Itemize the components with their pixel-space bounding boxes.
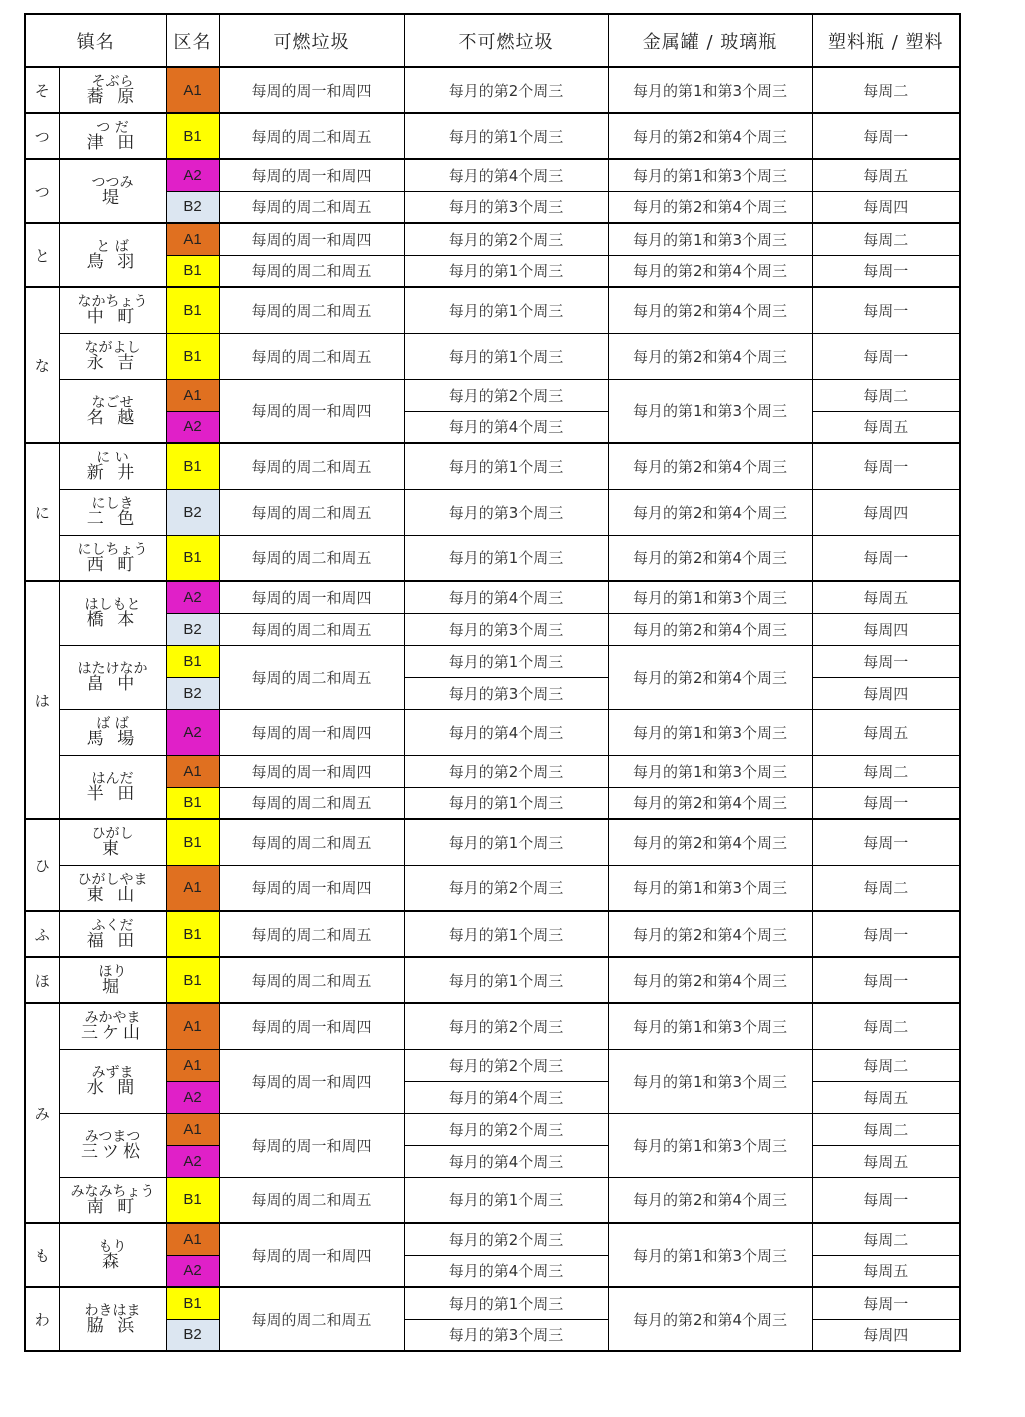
nonburnable-schedule: 每月的第1个周三 — [404, 333, 608, 379]
table-row — [25, 613, 960, 645]
plastic-schedule: 每周一 — [812, 1177, 960, 1223]
table-row — [25, 1223, 960, 1255]
town-name-cell — [59, 1113, 166, 1177]
town-name-cell — [59, 535, 166, 581]
plastic-schedule: 每周二 — [812, 379, 960, 411]
town-name-cell — [59, 755, 166, 819]
table-row — [25, 255, 960, 287]
area-badge: B1 — [166, 443, 219, 489]
town-name-cell — [59, 379, 166, 443]
nonburnable-schedule: 每月的第2个周三 — [404, 1003, 608, 1049]
burnable-schedule: 每周的周二和周五 — [219, 333, 404, 379]
header-area: 区名 — [166, 14, 219, 67]
town-kanji: 東 — [102, 839, 123, 860]
area-badge: A2 — [166, 411, 219, 443]
town-reading: はたけなか — [77, 661, 148, 677]
table-row — [25, 1003, 960, 1049]
cans-bottles-schedule: 每月的第2和第4个周三 — [608, 1287, 812, 1351]
table-row — [25, 1287, 960, 1319]
plastic-schedule: 每周五 — [812, 1145, 960, 1177]
cans-bottles-schedule: 每月的第1和第3个周三 — [608, 1223, 812, 1287]
town-reading: ふくだ — [91, 918, 134, 934]
town-name-cell — [59, 443, 166, 489]
plastic-schedule: 每周一 — [812, 113, 960, 159]
nonburnable-schedule: 每月的第4个周三 — [404, 709, 608, 755]
cans-bottles-schedule: 每月的第1和第3个周三 — [608, 67, 812, 113]
cans-bottles-schedule: 每月的第2和第4个周三 — [608, 113, 812, 159]
table-row — [25, 489, 960, 535]
town-reading: にしちょう — [77, 541, 148, 558]
cans-bottles-schedule: 每月的第1和第3个周三 — [608, 379, 812, 443]
area-badge: B1 — [166, 1177, 219, 1223]
nonburnable-schedule: 每月的第1个周三 — [404, 287, 608, 333]
burnable-schedule: 每周的周一和周四 — [219, 755, 404, 787]
town-kanji: 堀 — [102, 977, 123, 997]
burnable-schedule: 每周的周二和周五 — [219, 787, 404, 819]
area-badge: A1 — [166, 1223, 219, 1255]
burnable-schedule: 每周的周二和周五 — [219, 819, 404, 865]
area-badge: A2 — [166, 159, 219, 191]
plastic-schedule: 每周五 — [812, 581, 960, 613]
plastic-schedule: 每周一 — [812, 333, 960, 379]
table-row — [25, 1145, 960, 1177]
table-row — [25, 581, 960, 613]
burnable-schedule: 每周的周二和周五 — [219, 443, 404, 489]
area-badge: B1 — [166, 787, 219, 819]
nonburnable-schedule: 每月的第1个周三 — [404, 957, 608, 1003]
town-name-cell — [59, 1287, 166, 1351]
cans-bottles-schedule: 每月的第1和第3个周三 — [608, 1003, 812, 1049]
kana-index-cell: な — [25, 287, 59, 443]
header-nonburnable: 不可燃垃圾 — [404, 14, 608, 67]
kana-index-cell: わ — [25, 1287, 59, 1351]
table-row — [25, 411, 960, 443]
town-reading: みずま — [91, 1065, 134, 1081]
area-badge: A1 — [166, 865, 219, 911]
nonburnable-schedule: 每月的第2个周三 — [404, 1223, 608, 1255]
cans-bottles-schedule: 每月的第2和第4个周三 — [608, 535, 812, 581]
nonburnable-schedule: 每月的第4个周三 — [404, 1145, 608, 1177]
plastic-schedule: 每周五 — [812, 709, 960, 755]
cans-bottles-schedule: 每月的第2和第4个周三 — [608, 191, 812, 223]
nonburnable-schedule: 每月的第3个周三 — [404, 613, 608, 645]
nonburnable-schedule: 每月的第3个周三 — [404, 191, 608, 223]
cans-bottles-schedule: 每月的第2和第4个周三 — [608, 645, 812, 709]
header-plastic: 塑料瓶 / 塑料 — [812, 14, 960, 67]
burnable-schedule: 每周的周二和周五 — [219, 113, 404, 159]
town-kanji: 水 間 — [86, 1078, 139, 1098]
kana-index-cell: つ — [25, 113, 59, 159]
table-row — [25, 1113, 960, 1145]
burnable-schedule: 每周的周二和周五 — [219, 535, 404, 581]
plastic-schedule: 每周四 — [812, 677, 960, 709]
plastic-schedule: 每周二 — [812, 755, 960, 787]
town-kanji: 西 町 — [86, 554, 139, 575]
cans-bottles-schedule: 每月的第2和第4个周三 — [608, 1177, 812, 1223]
town-kanji: 三ケ山 — [81, 1023, 144, 1044]
area-badge: B2 — [166, 489, 219, 535]
nonburnable-schedule: 每月的第2个周三 — [404, 67, 608, 113]
plastic-schedule: 每周二 — [812, 1049, 960, 1081]
burnable-schedule: 每周的周二和周五 — [219, 489, 404, 535]
table-row — [25, 709, 960, 755]
plastic-schedule: 每周四 — [812, 191, 960, 223]
area-badge: B1 — [166, 911, 219, 957]
town-reading: ば ば — [96, 716, 129, 732]
nonburnable-schedule: 每月的第3个周三 — [404, 489, 608, 535]
kana-index-cell: に — [25, 443, 59, 581]
nonburnable-schedule: 每月的第2个周三 — [404, 755, 608, 787]
plastic-schedule: 每周二 — [812, 1113, 960, 1145]
kana-index-cell: ふ — [25, 911, 59, 957]
town-name-cell — [59, 911, 166, 957]
area-badge: B1 — [166, 255, 219, 287]
table-row — [25, 443, 960, 489]
kana-index-cell: は — [25, 581, 59, 819]
area-badge: B2 — [166, 1319, 219, 1351]
burnable-schedule: 每周的周二和周五 — [219, 957, 404, 1003]
area-badge: B2 — [166, 677, 219, 709]
town-kanji: 森 — [102, 1252, 123, 1272]
kana-index-cell: そ — [25, 67, 59, 113]
nonburnable-schedule: 每月的第4个周三 — [404, 1081, 608, 1113]
nonburnable-schedule: 每月的第4个周三 — [404, 1255, 608, 1287]
nonburnable-schedule: 每月的第2个周三 — [404, 379, 608, 411]
plastic-schedule: 每周一 — [812, 787, 960, 819]
town-name-cell — [59, 865, 166, 911]
burnable-schedule: 每周的周一和周四 — [219, 1049, 404, 1113]
table-row — [25, 911, 960, 957]
burnable-schedule: 每周的周一和周四 — [219, 67, 404, 113]
area-badge: A2 — [166, 1081, 219, 1113]
schedule-body — [25, 67, 960, 1351]
town-kanji: 永 吉 — [86, 353, 139, 373]
town-reading: ほり — [98, 964, 127, 980]
area-badge: B1 — [166, 333, 219, 379]
plastic-schedule: 每周一 — [812, 911, 960, 957]
town-name-cell — [59, 113, 166, 159]
nonburnable-schedule: 每月的第1个周三 — [404, 535, 608, 581]
area-badge: A1 — [166, 379, 219, 411]
table-row — [25, 113, 960, 159]
table-row — [25, 1255, 960, 1287]
table-row — [25, 1177, 960, 1223]
header-cans-bottles: 金属罐 / 玻璃瓶 — [608, 14, 812, 67]
table-row — [25, 67, 960, 113]
town-name-cell — [59, 645, 166, 709]
table-row — [25, 1319, 960, 1351]
nonburnable-schedule: 每月的第1个周三 — [404, 819, 608, 865]
area-badge: B1 — [166, 287, 219, 333]
plastic-schedule: 每周二 — [812, 67, 960, 113]
area-badge: A1 — [166, 1003, 219, 1049]
table-row — [25, 287, 960, 333]
header-town: 镇名 — [25, 14, 166, 67]
nonburnable-schedule: 每月的第2个周三 — [404, 865, 608, 911]
town-name-cell — [59, 1049, 166, 1113]
nonburnable-schedule: 每月的第1个周三 — [404, 255, 608, 287]
plastic-schedule: 每周五 — [812, 1255, 960, 1287]
table-row — [25, 159, 960, 191]
nonburnable-schedule: 每月的第1个周三 — [404, 443, 608, 489]
town-name-cell — [59, 957, 166, 1003]
burnable-schedule: 每周的周二和周五 — [219, 1287, 404, 1351]
kana-index-cell: ほ — [25, 957, 59, 1003]
burnable-schedule: 每周的周二和周五 — [219, 255, 404, 287]
nonburnable-schedule: 每月的第3个周三 — [404, 1319, 608, 1351]
kana-index-cell: と — [25, 223, 59, 287]
town-name-cell — [59, 581, 166, 645]
town-reading: ひがしやま — [77, 871, 148, 888]
table-row — [25, 865, 960, 911]
town-reading: と ば — [96, 239, 129, 255]
table-row — [25, 787, 960, 819]
nonburnable-schedule: 每月的第4个周三 — [404, 581, 608, 613]
town-kanji: 新 井 — [86, 463, 139, 484]
town-kanji: 馬 場 — [86, 729, 139, 749]
plastic-schedule: 每周一 — [812, 957, 960, 1003]
table-row — [25, 379, 960, 411]
town-reading: なごせ — [91, 394, 134, 411]
town-name-cell — [59, 287, 166, 333]
town-name-cell — [59, 1177, 166, 1223]
town-reading: ひがし — [91, 826, 134, 843]
town-name-cell — [59, 489, 166, 535]
nonburnable-schedule: 每月的第2个周三 — [404, 1049, 608, 1081]
area-badge: A2 — [166, 1255, 219, 1287]
town-name-cell — [59, 819, 166, 865]
plastic-schedule: 每周一 — [812, 819, 960, 865]
cans-bottles-schedule: 每月的第1和第3个周三 — [608, 581, 812, 613]
plastic-schedule: 每周二 — [812, 223, 960, 255]
town-reading: に い — [96, 450, 129, 467]
town-kanji: 三ツ松 — [81, 1142, 144, 1162]
town-kanji: 中 町 — [86, 307, 139, 328]
town-reading: もり — [98, 1239, 127, 1255]
area-badge: B1 — [166, 535, 219, 581]
plastic-schedule: 每周四 — [812, 1319, 960, 1351]
area-badge: A2 — [166, 709, 219, 755]
area-badge: A1 — [166, 755, 219, 787]
area-badge: A1 — [166, 67, 219, 113]
town-name-cell — [59, 67, 166, 113]
table-row — [25, 191, 960, 223]
burnable-schedule: 每周的周二和周五 — [219, 613, 404, 645]
town-kanji: 半 田 — [86, 783, 139, 804]
burnable-schedule: 每周的周一和周四 — [219, 1113, 404, 1177]
burnable-schedule: 每周的周一和周四 — [219, 379, 404, 443]
kana-index-cell: つ — [25, 159, 59, 223]
town-kanji: 蕎 原 — [86, 87, 139, 107]
nonburnable-schedule: 每月的第1个周三 — [404, 645, 608, 677]
cans-bottles-schedule: 每月的第2和第4个周三 — [608, 443, 812, 489]
town-kanji: 福 田 — [86, 931, 139, 951]
town-kanji: 橋 本 — [86, 610, 139, 631]
plastic-schedule: 每周五 — [812, 1081, 960, 1113]
cans-bottles-schedule: 每月的第2和第4个周三 — [608, 787, 812, 819]
cans-bottles-schedule: 每月的第2和第4个周三 — [608, 333, 812, 379]
table-row — [25, 333, 960, 379]
kana-index-cell: ひ — [25, 819, 59, 911]
nonburnable-schedule: 每月的第1个周三 — [404, 113, 608, 159]
plastic-schedule: 每周四 — [812, 613, 960, 645]
plastic-schedule: 每周二 — [812, 865, 960, 911]
plastic-schedule: 每周一 — [812, 443, 960, 489]
header-burnable: 可燃垃圾 — [219, 14, 404, 67]
area-badge: A1 — [166, 1113, 219, 1145]
town-reading: はしもと — [84, 597, 141, 614]
town-reading: にしき — [91, 496, 134, 512]
town-reading: つ だ — [96, 120, 129, 136]
burnable-schedule: 每周的周二和周五 — [219, 1177, 404, 1223]
area-badge: B2 — [166, 191, 219, 223]
town-reading: わきはま — [84, 1303, 141, 1319]
cans-bottles-schedule: 每月的第2和第4个周三 — [608, 911, 812, 957]
area-badge: B1 — [166, 113, 219, 159]
area-badge: A1 — [166, 223, 219, 255]
burnable-schedule: 每周的周二和周五 — [219, 287, 404, 333]
town-reading: みなみちょう — [70, 1183, 155, 1200]
burnable-schedule: 每周的周一和周四 — [219, 581, 404, 613]
nonburnable-schedule: 每月的第1个周三 — [404, 1287, 608, 1319]
plastic-schedule: 每周一 — [812, 255, 960, 287]
area-badge: B1 — [166, 1287, 219, 1319]
cans-bottles-schedule: 每月的第2和第4个周三 — [608, 255, 812, 287]
nonburnable-schedule: 每月的第1个周三 — [404, 787, 608, 819]
table-row — [25, 1081, 960, 1113]
town-reading: そぶら — [91, 74, 134, 90]
burnable-schedule: 每周的周一和周四 — [219, 865, 404, 911]
town-name-cell — [59, 1003, 166, 1049]
town-kanji: 南 町 — [86, 1196, 139, 1217]
town-reading: ながよし — [84, 340, 141, 356]
town-reading: みつまつ — [84, 1129, 141, 1145]
town-kanji: 鳥 羽 — [86, 252, 139, 272]
town-reading: つつみ — [91, 175, 134, 191]
table-row — [25, 819, 960, 865]
town-reading: なかちょう — [77, 294, 148, 311]
plastic-schedule: 每周二 — [812, 1223, 960, 1255]
town-name-cell — [59, 159, 166, 223]
burnable-schedule: 每周的周二和周五 — [219, 645, 404, 709]
burnable-schedule: 每周的周一和周四 — [219, 709, 404, 755]
nonburnable-schedule: 每月的第4个周三 — [404, 411, 608, 443]
cans-bottles-schedule: 每月的第1和第3个周三 — [608, 1049, 812, 1113]
cans-bottles-schedule: 每月的第1和第3个周三 — [608, 709, 812, 755]
cans-bottles-schedule: 每月的第2和第4个周三 — [608, 489, 812, 535]
table-row — [25, 677, 960, 709]
cans-bottles-schedule: 每月的第1和第3个周三 — [608, 1113, 812, 1177]
area-badge: A2 — [166, 581, 219, 613]
town-kanji: 東 山 — [86, 884, 139, 905]
table-row — [25, 535, 960, 581]
town-reading: みかやま — [84, 1010, 141, 1027]
burnable-schedule: 每周的周一和周四 — [219, 1223, 404, 1287]
plastic-schedule: 每周一 — [812, 1287, 960, 1319]
town-kanji: 津 田 — [86, 133, 139, 153]
table-row — [25, 1049, 960, 1081]
town-kanji: 二 色 — [86, 509, 139, 529]
town-kanji: 名 越 — [86, 407, 139, 428]
burnable-schedule: 每周的周二和周五 — [219, 911, 404, 957]
table-row — [25, 755, 960, 787]
nonburnable-schedule: 每月的第4个周三 — [404, 159, 608, 191]
nonburnable-schedule: 每月的第1个周三 — [404, 1177, 608, 1223]
kana-index-cell: も — [25, 1223, 59, 1287]
town-name-cell — [59, 1223, 166, 1287]
burnable-schedule: 每周的周二和周五 — [219, 191, 404, 223]
plastic-schedule: 每周一 — [812, 645, 960, 677]
cans-bottles-schedule: 每月的第2和第4个周三 — [608, 957, 812, 1003]
nonburnable-schedule: 每月的第1个周三 — [404, 911, 608, 957]
kana-index-cell: み — [25, 1003, 59, 1223]
plastic-schedule: 每周二 — [812, 1003, 960, 1049]
plastic-schedule: 每周五 — [812, 411, 960, 443]
town-reading: はんだ — [91, 770, 134, 787]
table-row — [25, 645, 960, 677]
cans-bottles-schedule: 每月的第1和第3个周三 — [608, 159, 812, 191]
area-badge: B2 — [166, 613, 219, 645]
area-badge: A1 — [166, 1049, 219, 1081]
town-kanji: 脇 浜 — [86, 1316, 139, 1336]
plastic-schedule: 每周一 — [812, 535, 960, 581]
area-badge: B1 — [166, 819, 219, 865]
nonburnable-schedule: 每月的第2个周三 — [404, 1113, 608, 1145]
cans-bottles-schedule: 每月的第1和第3个周三 — [608, 223, 812, 255]
area-badge: A2 — [166, 1145, 219, 1177]
town-name-cell — [59, 709, 166, 755]
cans-bottles-schedule: 每月的第1和第3个周三 — [608, 755, 812, 787]
table-row — [25, 957, 960, 1003]
burnable-schedule: 每周的周一和周四 — [219, 223, 404, 255]
cans-bottles-schedule: 每月的第1和第3个周三 — [608, 865, 812, 911]
burnable-schedule: 每周的周一和周四 — [219, 1003, 404, 1049]
table-row — [25, 223, 960, 255]
header-row — [25, 14, 960, 67]
cans-bottles-schedule: 每月的第2和第4个周三 — [608, 819, 812, 865]
burnable-schedule: 每周的周一和周四 — [219, 159, 404, 191]
town-name-cell — [59, 223, 166, 287]
town-name-cell — [59, 333, 166, 379]
area-badge: B1 — [166, 957, 219, 1003]
cans-bottles-schedule: 每月的第2和第4个周三 — [608, 613, 812, 645]
plastic-schedule: 每周一 — [812, 287, 960, 333]
town-kanji: 堤 — [102, 188, 123, 208]
plastic-schedule: 每周五 — [812, 159, 960, 191]
plastic-schedule: 每周四 — [812, 489, 960, 535]
area-badge: B1 — [166, 645, 219, 677]
nonburnable-schedule: 每月的第2个周三 — [404, 223, 608, 255]
nonburnable-schedule: 每月的第3个周三 — [404, 677, 608, 709]
town-kanji: 畠 中 — [86, 674, 139, 694]
cans-bottles-schedule: 每月的第2和第4个周三 — [608, 287, 812, 333]
garbage-schedule-table — [24, 13, 961, 1352]
